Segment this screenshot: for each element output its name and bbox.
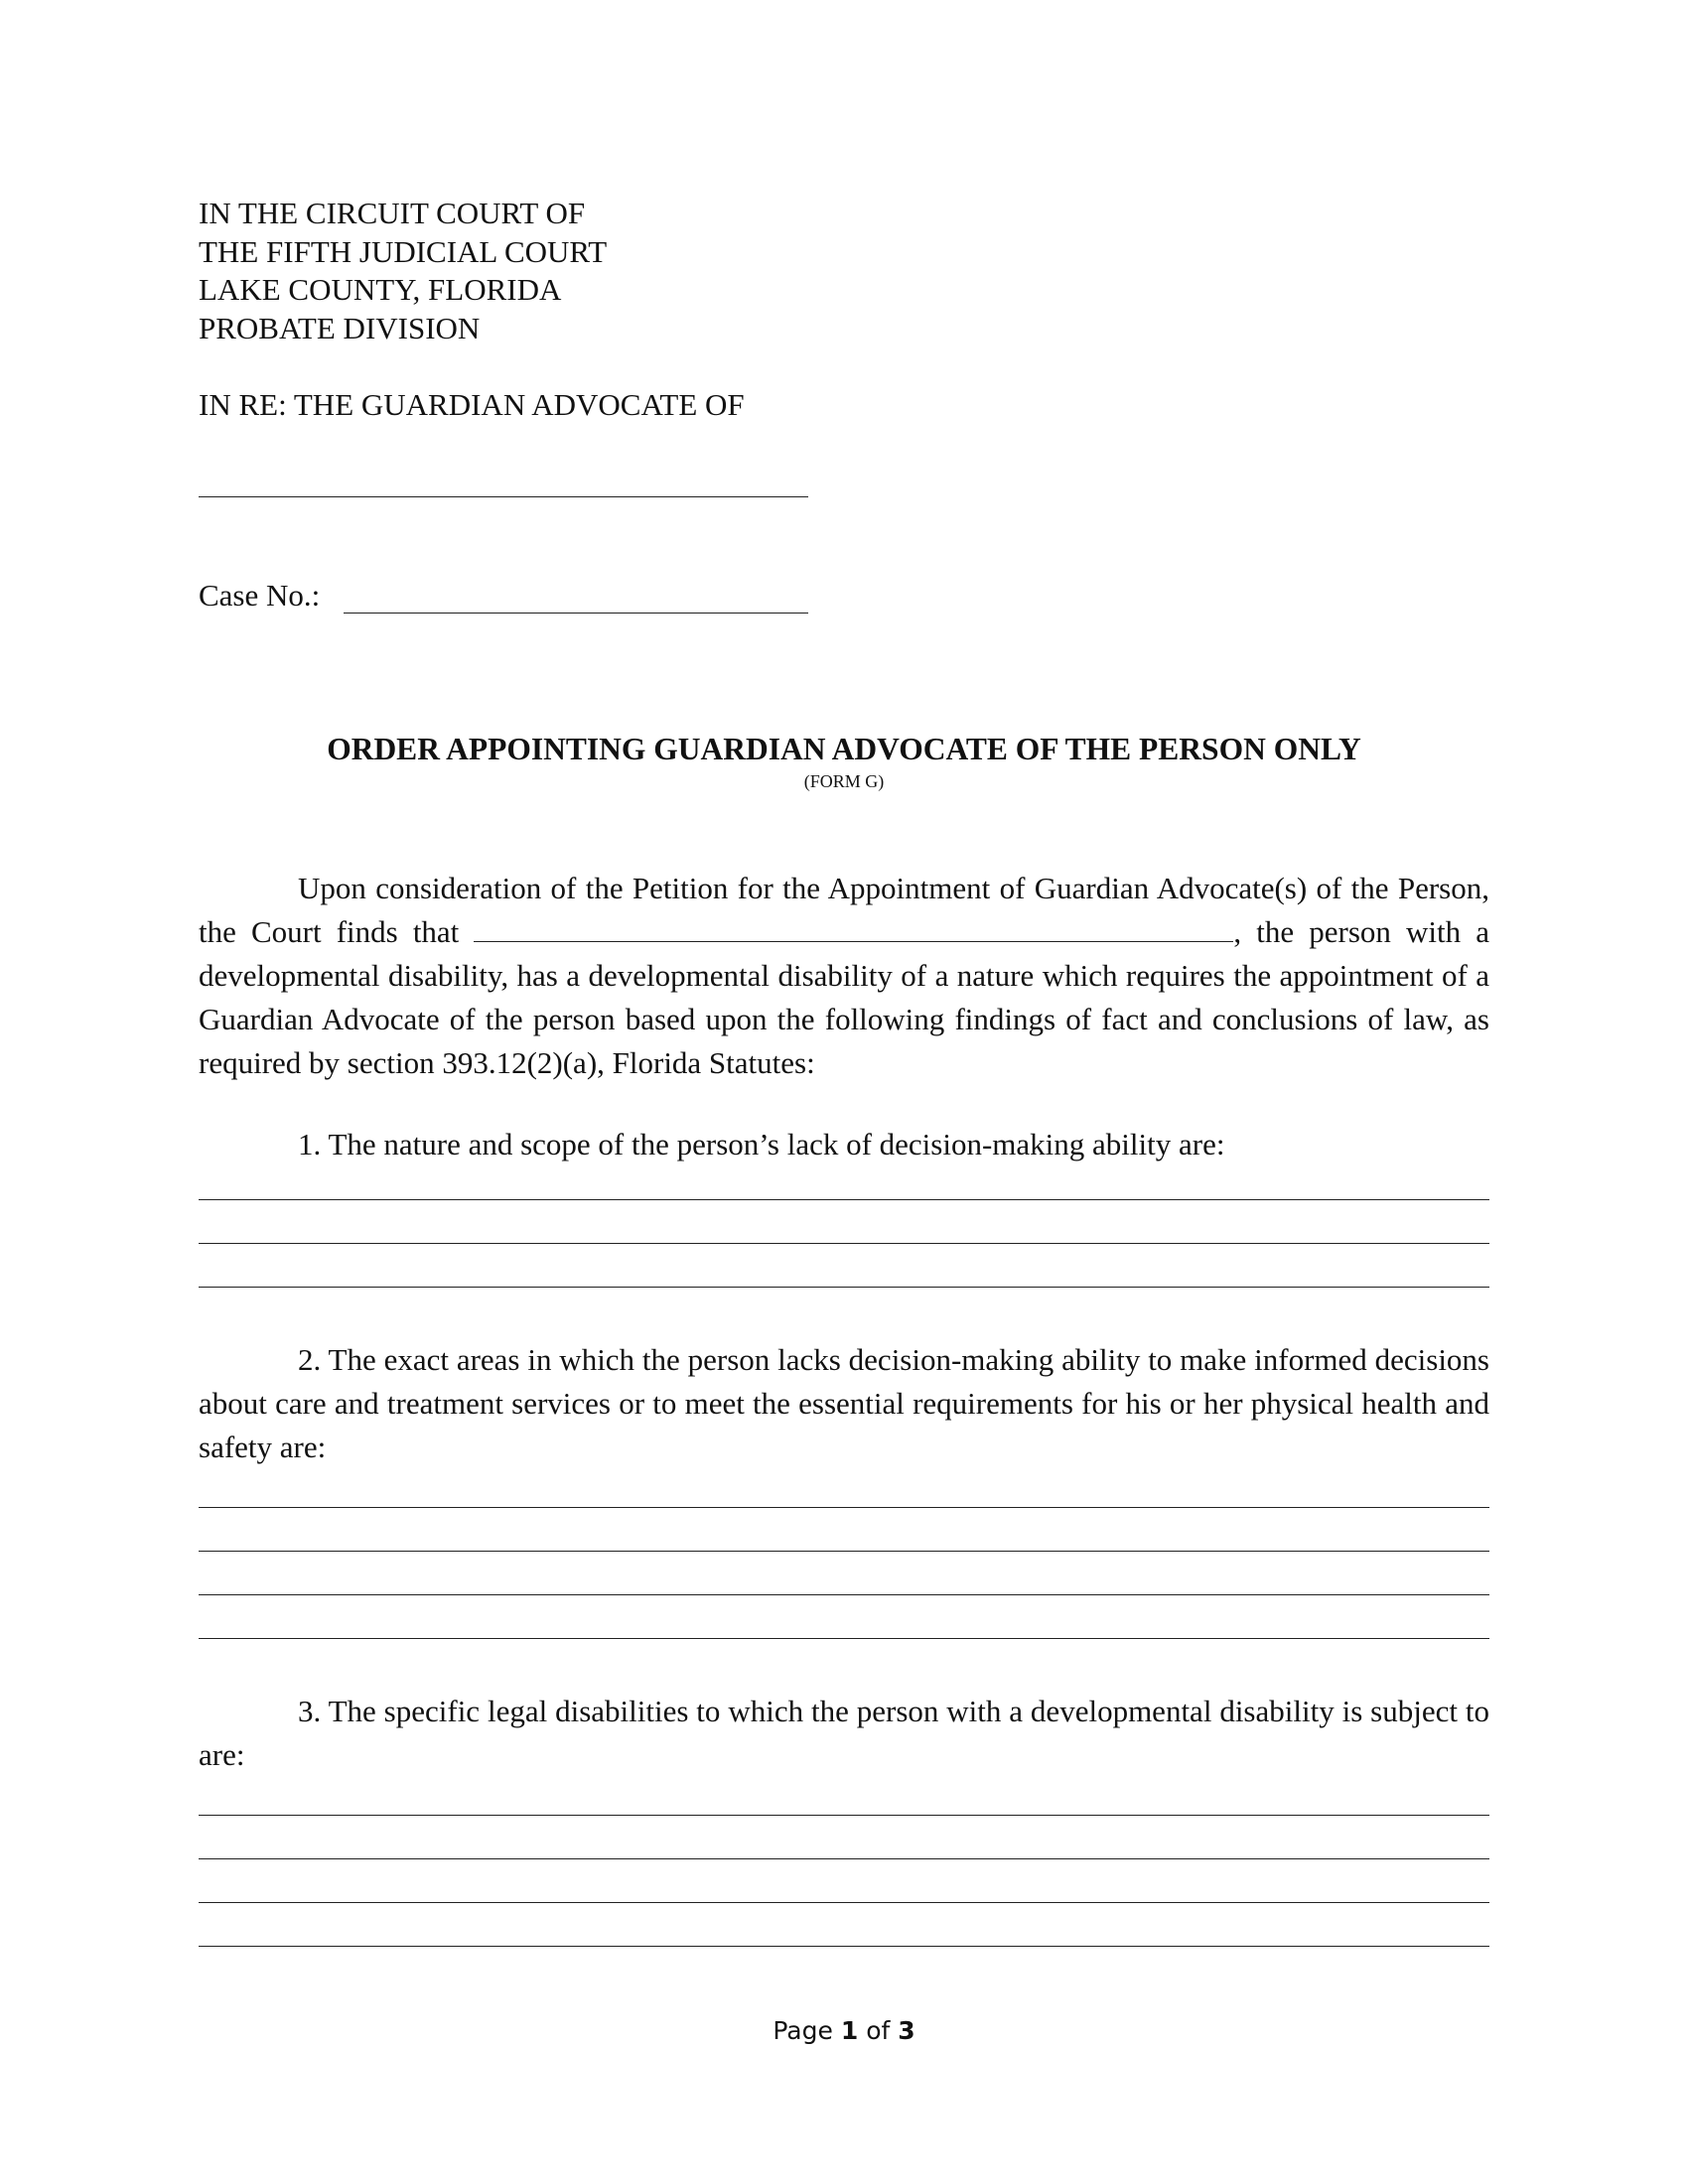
of-word: of — [866, 2016, 891, 2045]
case-number-field[interactable] — [344, 613, 808, 614]
intro-paragraph — [199, 867, 1489, 1085]
in-re-heading: IN RE: THE GUARDIAN ADVOCATE OF — [199, 387, 745, 422]
case-number-row — [199, 577, 320, 614]
finding-3-line[interactable] — [199, 1946, 1489, 1947]
intro-text-part2: , the person with a developmental disability, has a developmental disability of a nature which requires the appointment of a Guardian Advocate of the person based upon the following findings of fact and conclusions of law, as required by section 393.12(2)(a), Florida Statutes: — [199, 914, 1489, 1080]
finding-3-line[interactable] — [199, 1815, 1489, 1816]
finding-1-line[interactable] — [199, 1287, 1489, 1288]
finding-3-line[interactable] — [199, 1858, 1489, 1859]
caption-line-county: LAKE COUNTY, FLORIDA — [199, 272, 562, 307]
page-current: 1 — [840, 2016, 859, 2045]
finding-2-line[interactable] — [199, 1551, 1489, 1552]
caption-line-division: PROBATE DIVISION — [199, 310, 481, 345]
page-footer — [199, 2015, 1489, 2047]
page-word: Page — [773, 2016, 833, 2045]
finding-1: 1. The nature and scope of the person’s lack of decision-making ability are: — [298, 1127, 1225, 1161]
intro-text-part1: Upon consideration of the Petition for the Appointment of Guardian Advocate(s) of the Person, the Court finds that — [199, 871, 1489, 949]
finding-3: 3. The specific legal disabilities to which the person with a developmental disability is subject to are: — [199, 1694, 1489, 1772]
finding-2-line[interactable] — [199, 1638, 1489, 1639]
person-name-field[interactable] — [199, 496, 808, 497]
finding-2-line[interactable] — [199, 1507, 1489, 1508]
form-label: (FORM G) — [803, 771, 885, 791]
case-number-label: Case No.: — [199, 578, 321, 613]
person-name-inline-field[interactable] — [474, 917, 1233, 942]
finding-3-line[interactable] — [199, 1902, 1489, 1903]
finding-2-line[interactable] — [199, 1594, 1489, 1595]
caption-line-court: IN THE CIRCUIT COURT OF — [199, 196, 586, 230]
caption-line-circuit: THE FIFTH JUDICIAL COURT — [199, 233, 608, 269]
finding-1-line[interactable] — [199, 1199, 1489, 1200]
finding-1-line[interactable] — [199, 1243, 1489, 1244]
document-title: ORDER APPOINTING GUARDIAN ADVOCATE OF THE PERSON ONLY — [327, 732, 1361, 766]
court-caption — [199, 195, 607, 347]
finding-2: 2. The exact areas in which the person lacks decision-making ability to make informed decisions about care and treatment services or to meet the essential requirements for his or her physical health and safety are: — [199, 1342, 1489, 1464]
page-total: 3 — [898, 2016, 915, 2045]
